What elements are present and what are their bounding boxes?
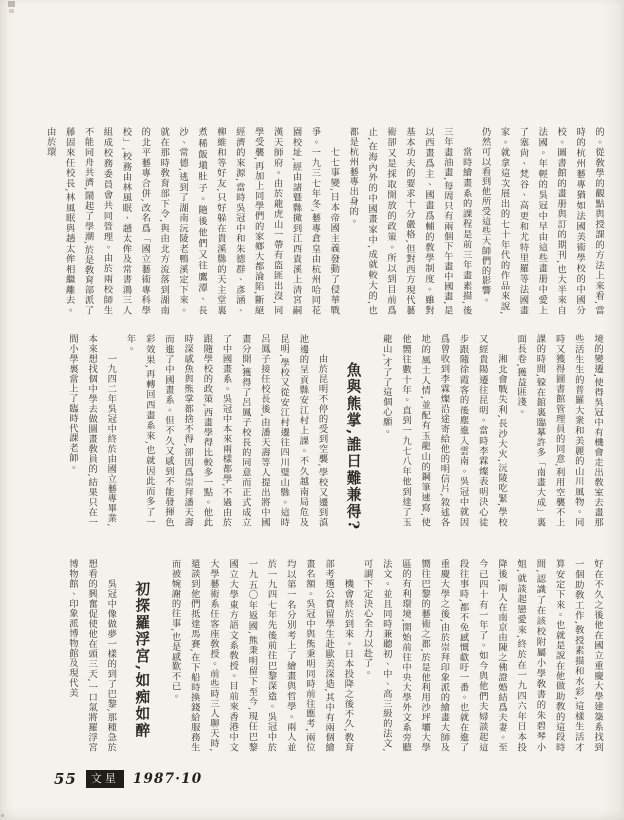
section-headline-first-visit-louvre: 初探羅浮宮,如痴如醉 (133, 581, 151, 740)
paragraph: 由於昆明不停的受到空襲,學校又遷到滇池邊的呈貢縣安江村上課。不久越南局危及昆明,學校又從安江村遷往四川璧山縣。這時呂鳳子接任校長後,由潘天壽等人提出將中國畫分開,獲得了呂鳳子校長的同意而正式成立了中國畫系。吳冠中本來兩樣都學,不過由於跟隨學校的政策,西畫學得比較多一點。他此時深感魚與熊掌都捨不得,卻因爲崇拜潘天壽而進了中國畫系。但不久又感到不能發揮色彩效果,再轉回西畫系來,也就因此而多了一年。 (124, 334, 328, 527)
paragraph: 機會終於到來。日本投降之後不久,敎育部考選公費留學生赴歐美深造,其中有兩個繪畫名額。吳冠中與熊秉明同時前往應考,兩位均以第一名分別考上了繪畫與哲學。兩人並於一九四七年先後前往巴黎深造。吳冠中於一九五〇年返國,熊秉明留下至今,現任巴黎國立大學東方語文系敎授。目前來香港中文大學藝術系任客座敎授。前些時三人聊天時,還談到他們抵達馬賽,在下船時換錢給服務生而被婉謝的往事,也是感歎不已。 (169, 559, 354, 752)
paragraph: 境的變遷,使得吳冠中有機會走出敎室去畫那些活生生的普羅大衆和美麗的山川風物。同時又獲得圖書館管理員的同意,利用空襲不上課的時間,躱在館裏臨摹許多「南畫大成」裏面長卷,獲益匪淺。 (515, 334, 603, 527)
magazine-logo: 文星 (86, 770, 124, 788)
issue-date: 1987·10 (132, 771, 203, 787)
paragraph: 一九四二年吳冠中終於由國立藝專畢業,本來想找個中學去做圖畫敎員的,結果只在一間小學裏當上了臨時代課老師。 (66, 334, 117, 527)
paragraph: 七七事變,日本帝國主義發動了侵華戰爭。一九三七年冬,藝專倉皇由杭州哈同花園校址,經由諸曁縣撤到江西貴溪上清宮嗣漢天師府。由於龍虎山一帶有盜匪出沒,同學受襲,再加上同學們的家鄉大都淪陷,斷絕經濟的來源,當時吳冠中和朱德群、彥涵、柳維和等好友,只好躲在貴溪縣的天主堂裏煮稀飯塡肚子。隨後他們又往鷹潭、長沙、常德,逃到了湖南沅陵老鴨溪定下來。就在那時敎育部下令,與由北方流落到湖南的北平藝專合併,改名爲「國立藝術專科學校」,校務由林風眠、趙太侔及常書鴻三人組成校務委員會共同管理。由於兩校師生不能同舟共濟,鬧起了學潮,於是敎育部派了藤固來任校長,林風眠與趙太侔相繼離去。由於環 (44, 127, 340, 315)
article-top-section (15, 127, 607, 315)
scan-artifact (9, 9, 14, 13)
paragraph: 當時繪畫系的課程是前三年畫素描,後三年畫油畫,每周只有兩個下午畫中國畫,是以西畫爲主、國畫爲輔的敎學制度。雖對基本功夫的要求十分嚴格,但對西方現代藝術卻又是採取開放的政策。所以到目前爲止,在海內外的中國畫家中,成就較大的,也都是杭州藝專出身的。 (347, 127, 472, 315)
paragraph: 好在不久之後他在國立重慶大學建築系找到一個助敎工作,敎授素描和水彩,這樣生活才算安定下來。也就是說在他做助敎的這段時間,認識了在該校附屬小學敎書的朱碧琴小姐,就談起戀愛來,終於在一九四六年日本投降後,兩人在南京由陳之佛證婚結爲夫妻。至今已四十有一年了。如今與他們夫婦談起這段往事時,都不免感慨歔吁一番。也就在進了重慶大學之後,由於崇拜印象派的繪畫大師及嚮往巴黎的藝術之都,於是他利用沙坪壩大學區的有利環境,開始前往中央大學外文系旁聽法文。並且同時兼聽初、中、高三級的法文,可謂下定決心全力以赴了。 (361, 559, 603, 752)
paragraph: 的。從敎學的觀點與授課的方法上來看,當時的杭州藝專猶如法國美術學校的中國分校。圖書館的畫册與訂的期刊,也大半來自法國。年輕的吳冠中早由這些畫册中愛上了塞尙、梵谷、高更和尤特里羅等法國畫家。就拿這次展出的七十年代的作品來說,仍然可以看到他所受這些大師們的影響。 (479, 127, 604, 315)
scan-artifact (8, 1, 15, 7)
page-number: 55 (54, 770, 77, 788)
paragraph: 湘北會戰失利,長沙大火,沅陵吃緊,學校又經貴陽遷往昆明。當時李霖燦表明決心徒步跟隨徐霞客的後塵進入雲南。吳冠中就因爲曾收到李霖燦沿途寄給他的明信片,敘述各地的風土人情,並配有玉龍山的鋼筆速寫,使他嚮往數十年。直到一九七八年他到達了玉龍山,才了了這個心願。 (380, 334, 507, 527)
article-middle-section (15, 334, 607, 532)
section-headline-fish-and-bear-paw: 魚與熊掌,誰曰難兼得? (344, 362, 362, 532)
article-bottom-section (15, 559, 607, 752)
page-footer (54, 769, 202, 789)
scan-artifact (1, 814, 4, 817)
paragraph: 吳冠中像做夢一樣的到了巴黎,那種急於想看的興奮促使他在頭三天,一口氣將羅浮宮博物館、印象派博物館及現代美 (66, 559, 117, 752)
